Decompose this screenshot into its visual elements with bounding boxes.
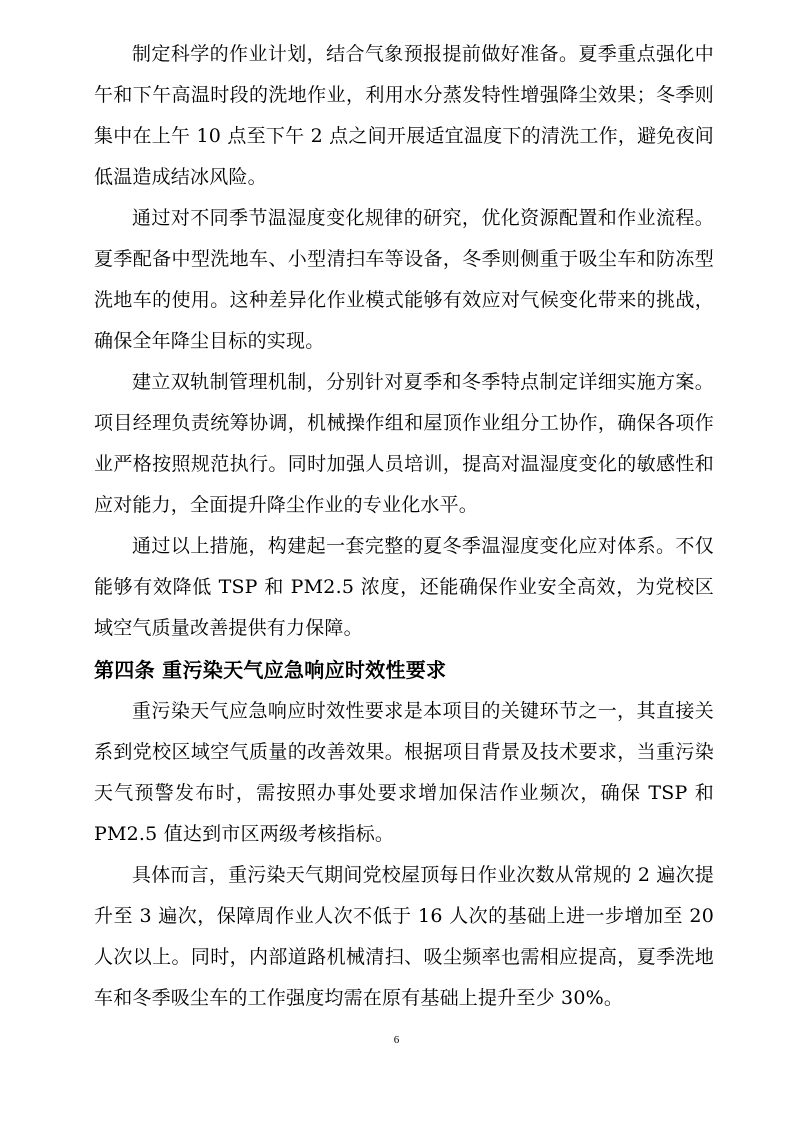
paragraph-summary: 通过以上措施，构建起一套完整的夏冬季温湿度变化应对体系。不仅能够有效降低 TSP 和 PM2.5 浓度，还能确保作业安全高效，为党校区域空气质量改善提供有力保障。 xyxy=(94,535,714,639)
paragraph-work-plan: 制定科学的作业计划，结合气象预报提前做好准备。夏季重点强化中午和下午高温时段的洗地作业，利用水分蒸发特性增强降尘效果；冬季则集中在上午 10 点至下午 2 点之间开展适宜温度下的清洗工作，避免夜间低温造成结冰风险。 xyxy=(94,43,714,188)
paragraph-seasonal-resources: 通过对不同季节温湿度变化规律的研究，优化资源配置和作业流程。夏季配备中型洗地车、小型清扫车等设备，冬季则侧重于吸尘车和防冻型洗地车的使用。这种差异化作业模式能够有效应对气候变化带来的挑战，确保全年降尘目标的实现。 xyxy=(94,207,714,352)
section-heading: 第四条 重污染天气应急响应时效性要求 xyxy=(94,658,447,682)
page-body xyxy=(94,34,714,1019)
paragraph-emergency-response: 重污染天气应急响应时效性要求是本项目的关键环节之一，其直接关系到党校区域空气质量的改善效果。根据项目背景及技术要求，当重污染天气预警发布时，需按照办事处要求增加保洁作业频次，确保 TSP 和 PM2.5 值达到市区两级考核指标。 xyxy=(94,700,714,845)
page-number: 6 xyxy=(393,1034,400,1046)
paragraph-dual-track-management: 建立双轨制管理机制，分别针对夏季和冬季特点制定详细实施方案。项目经理负责统筹协调，机械操作组和屋顶作业组分工协作，确保各项作业严格按照规范执行。同时加强人员培训，提高对温湿度变化的敏感性和应对能力，全面提升降尘作业的专业化水平。 xyxy=(94,371,714,516)
paragraph-frequency-increase: 具体而言，重污染天气期间党校屋顶每日作业次数从常规的 2 遍次提升至 3 遍次，保障周作业人次不低于 16 人次的基础上进一步增加至 20 人次以上。同时，内部道路机械清扫、吸尘频率也需相应提高，夏季洗地车和冬季吸尘车的工作强度均需在原有基础上提升至少 30%。 xyxy=(94,864,714,1009)
